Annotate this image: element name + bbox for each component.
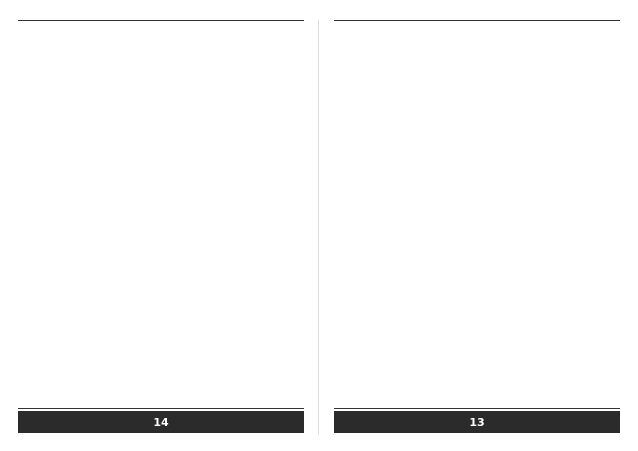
text-line	[334, 39, 620, 54]
body-text	[334, 24, 620, 404]
text-line	[18, 70, 304, 85]
text-line	[334, 206, 620, 221]
text-line	[334, 237, 620, 252]
footer-band	[18, 411, 304, 433]
text-line	[334, 221, 620, 236]
text-line	[18, 115, 304, 130]
text-line	[334, 100, 620, 115]
text-line	[18, 39, 304, 54]
text-line	[334, 191, 620, 206]
text-line	[18, 373, 304, 388]
header-rule	[334, 20, 620, 21]
body-text	[18, 24, 304, 404]
text-line	[18, 24, 304, 39]
gutter	[318, 20, 319, 435]
page-right	[334, 14, 620, 437]
text-line	[334, 389, 620, 404]
page-number: 13	[469, 415, 485, 429]
text-line	[334, 24, 620, 39]
text-line	[18, 130, 304, 145]
text-line	[18, 54, 304, 69]
text-line	[18, 161, 304, 176]
text-line	[18, 191, 304, 206]
footer-band	[334, 411, 620, 433]
text-line	[334, 85, 620, 100]
header-rule	[18, 20, 304, 21]
text-line	[334, 115, 620, 130]
text-line	[334, 146, 620, 161]
text-line	[18, 358, 304, 373]
text-line	[334, 328, 620, 343]
text-line	[18, 389, 304, 404]
text-line	[334, 252, 620, 267]
footer-rule	[334, 408, 620, 409]
text-line	[18, 343, 304, 358]
text-line	[18, 237, 304, 252]
text-line	[18, 206, 304, 221]
footer-rule	[18, 408, 304, 409]
text-line	[18, 100, 304, 115]
page-number: 14	[153, 415, 169, 429]
text-line	[334, 54, 620, 69]
text-line	[334, 313, 620, 328]
text-line	[18, 297, 304, 312]
text-line	[334, 282, 620, 297]
text-line	[18, 313, 304, 328]
text-line	[18, 85, 304, 100]
text-line	[334, 176, 620, 191]
text-line	[334, 358, 620, 373]
text-line	[18, 146, 304, 161]
text-line	[334, 130, 620, 145]
text-line	[18, 252, 304, 267]
text-line	[334, 267, 620, 282]
page-left	[18, 14, 304, 437]
text-line	[334, 373, 620, 388]
text-line	[334, 161, 620, 176]
text-line	[334, 70, 620, 85]
text-line	[18, 267, 304, 282]
text-line	[18, 221, 304, 236]
text-line	[18, 328, 304, 343]
text-line	[18, 176, 304, 191]
text-line	[334, 297, 620, 312]
text-line	[334, 343, 620, 358]
text-line	[18, 282, 304, 297]
